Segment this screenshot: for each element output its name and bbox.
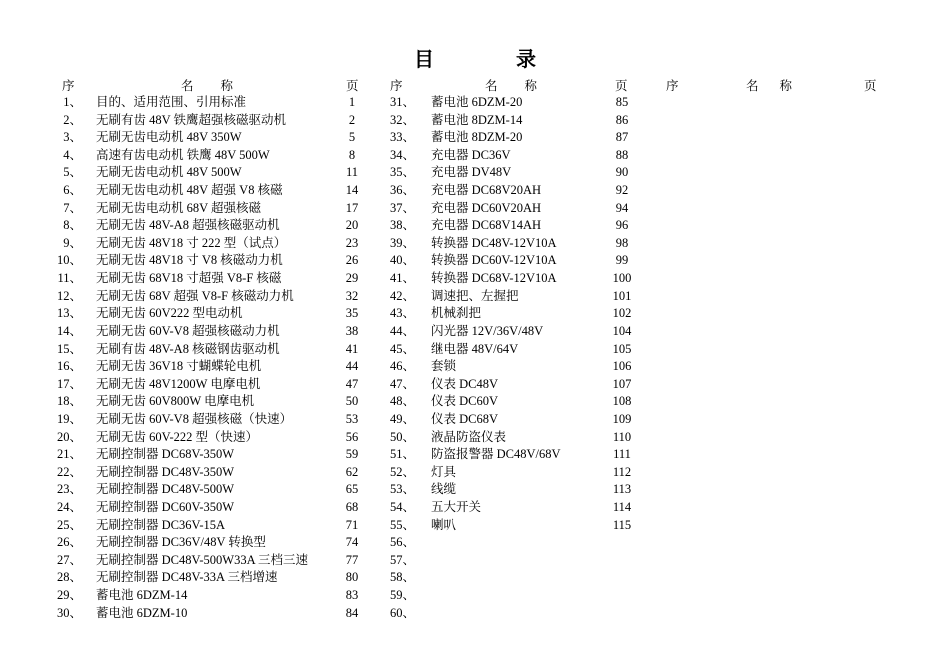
toc-entry-title: 无刷无齿 60V-V8 超强核磁动力机 xyxy=(96,323,280,338)
toc-entry-number: 58、 xyxy=(389,570,415,585)
toc-entry-page: 8 xyxy=(348,147,356,162)
header-number: 序 xyxy=(62,79,75,93)
toc-entry-title: 灯具 xyxy=(431,464,457,479)
toc-entry-page: 98 xyxy=(615,235,629,250)
toc-entry-number: 59、 xyxy=(389,588,415,603)
toc-entry-number: 11、 xyxy=(57,271,82,286)
toc-entry-page: 38 xyxy=(345,323,359,338)
toc-entry-number: 28、 xyxy=(56,570,82,585)
header-name: 名称 xyxy=(181,79,261,93)
toc-entry-number: 35、 xyxy=(389,165,415,180)
toc-entry-title: 无刷无齿电动机 68V 超强核磁 xyxy=(96,200,262,215)
toc-entry-title: 转换器 DC60V-12V10A xyxy=(431,253,557,268)
toc-entry-page: 56 xyxy=(345,429,359,444)
toc-entry-number: 21、 xyxy=(56,447,82,462)
toc-entry-number: 22、 xyxy=(56,464,82,479)
toc-entry xyxy=(0,164,950,182)
toc-entry-number: 14、 xyxy=(56,323,82,338)
toc-entry-page: 29 xyxy=(345,271,359,286)
toc-entry-title: 继电器 48V/64V xyxy=(431,341,519,356)
toc-entry xyxy=(0,323,950,341)
toc-entry-number: 56、 xyxy=(389,535,415,550)
toc-entry-page: 114 xyxy=(612,500,632,515)
toc-entry-title: 无刷无齿 68V18 寸超强 V8-F 核磁 xyxy=(96,271,282,286)
toc-entry-page: 20 xyxy=(345,218,359,233)
toc-entry-page: 62 xyxy=(345,464,359,479)
toc-entry xyxy=(0,341,950,359)
toc-entry-title: 无刷无齿 48V18 寸 V8 核磁动力机 xyxy=(96,253,283,268)
toc-entry xyxy=(0,129,950,147)
toc-entry-page: 87 xyxy=(615,130,629,145)
toc-entry xyxy=(0,270,950,288)
toc-entry-page: 5 xyxy=(348,130,356,145)
toc-entry-number: 47、 xyxy=(389,376,415,391)
toc-entry-page: 74 xyxy=(345,535,359,550)
toc-entry-number: 43、 xyxy=(389,306,415,321)
toc-entry-page: 96 xyxy=(615,218,629,233)
toc-entry-number: 7、 xyxy=(63,200,82,215)
toc-entry-page: 100 xyxy=(612,271,632,286)
toc-entry-title: 线缆 xyxy=(431,482,457,497)
toc-entry-page: 90 xyxy=(615,165,629,180)
toc-entry-page: 115 xyxy=(612,517,632,532)
toc-entry-number: 49、 xyxy=(389,411,415,426)
toc-entry-title: 无刷无齿 60V-V8 超强核磁（快速） xyxy=(96,411,293,426)
toc-entry-number: 40、 xyxy=(389,253,415,268)
toc-entry-page: 83 xyxy=(345,588,359,603)
toc-entry-title: 蓄电池 6DZM-20 xyxy=(431,95,523,109)
toc-entry-number: 20、 xyxy=(56,429,82,444)
toc-entry-number: 27、 xyxy=(56,552,82,567)
toc-entry-title: 转换器 DC68V-12V10A xyxy=(431,271,557,286)
toc-entry-page: 23 xyxy=(345,235,359,250)
toc-entry-page: 26 xyxy=(345,253,359,268)
toc-entry xyxy=(0,552,950,570)
toc-entry-page: 108 xyxy=(612,394,632,409)
toc-entry-title: 无刷无齿 48V18 寸 222 型（试点） xyxy=(96,235,287,250)
toc-entry-page: 85 xyxy=(615,95,629,109)
toc-entry-page: 105 xyxy=(612,341,632,356)
toc-entry-title: 无刷控制器 DC60V-350W xyxy=(96,500,235,515)
toc-entry-title: 闪光器 12V/36V/48V xyxy=(431,323,544,338)
toc-entry-title: 仪表 DC68V xyxy=(431,411,499,426)
toc-entry-page: 11 xyxy=(345,165,359,180)
toc-entry-page: 77 xyxy=(345,552,359,567)
toc-entry xyxy=(0,147,950,165)
toc-entry-title: 无刷无齿 60V222 型电动机 xyxy=(96,306,243,321)
toc-entry xyxy=(0,446,950,464)
toc-entry xyxy=(0,605,950,623)
toc-entry-title: 充电器 DV48V xyxy=(431,165,512,180)
toc-entry-page: 35 xyxy=(345,306,359,321)
toc-entry xyxy=(0,200,950,218)
toc-entry-number: 36、 xyxy=(389,183,415,198)
toc-entry xyxy=(0,464,950,482)
toc-entry-title: 无刷无齿 48V-A8 超强核磁驱动机 xyxy=(96,218,280,233)
toc-entry-title: 无刷无齿电动机 48V 500W xyxy=(96,165,242,180)
toc-entry-page: 94 xyxy=(615,200,629,215)
toc-entry-number: 1、 xyxy=(63,95,82,109)
toc-entry-page: 32 xyxy=(345,288,359,303)
toc-entry-title: 无刷控制器 DC48V-33A 三档增速 xyxy=(96,570,278,585)
toc-entry-page: 53 xyxy=(345,411,359,426)
toc-entry-title: 无刷无齿 60V-222 型（快速） xyxy=(96,429,259,444)
toc-entry-page: 104 xyxy=(612,323,632,338)
toc-entry-number: 30、 xyxy=(56,605,82,620)
toc-entry-page: 41 xyxy=(345,341,359,356)
toc-entry-page: 17 xyxy=(345,200,359,215)
toc-entry-number: 29、 xyxy=(56,588,82,603)
toc-entry xyxy=(0,305,950,323)
toc-entry-number: 60、 xyxy=(389,605,415,620)
toc-entry-title: 套锁 xyxy=(431,359,457,374)
toc-entry-number: 18、 xyxy=(56,394,82,409)
toc-entry xyxy=(0,358,950,376)
toc-entry-title: 防盗报警器 DC48V/68V xyxy=(431,447,561,462)
toc-entry-page: 99 xyxy=(615,253,629,268)
toc-entry-title: 液晶防盗仪表 xyxy=(431,429,507,444)
toc-entry-title: 无刷控制器 DC68V-350W xyxy=(96,447,235,462)
toc-entry-page: 68 xyxy=(345,500,359,515)
toc-entry-number: 46、 xyxy=(389,359,415,374)
toc-entry-title: 充电器 DC68V20AH xyxy=(431,183,542,198)
toc-entry xyxy=(0,481,950,499)
toc-entry-title: 高速有齿电动机 铁鹰 48V 500W xyxy=(96,147,270,162)
toc-entry xyxy=(0,587,950,605)
header-page: 页 xyxy=(346,79,359,93)
toc-entry-page: 86 xyxy=(615,112,629,127)
toc-entry-number: 48、 xyxy=(389,394,415,409)
toc-entry-title: 无刷无齿 48V1200W 电摩电机 xyxy=(96,376,261,391)
toc-entry-number: 25、 xyxy=(56,517,82,532)
toc-entry-number: 10、 xyxy=(56,253,82,268)
toc-entry xyxy=(0,411,950,429)
toc-entry-number: 41、 xyxy=(389,271,415,286)
toc-entry xyxy=(0,499,950,517)
toc-entry xyxy=(0,534,950,552)
toc-column-2 xyxy=(0,94,950,622)
toc-entry-number: 31、 xyxy=(389,95,415,109)
toc-entry-number: 39、 xyxy=(389,235,415,250)
header-number: 序 xyxy=(390,79,403,93)
toc-entry-title: 无刷控制器 DC48V-500W33A 三档三速 xyxy=(96,552,309,567)
toc-entry-number: 19、 xyxy=(56,411,82,426)
toc-entry xyxy=(0,94,950,112)
toc-entry-title: 无刷无齿电动机 48V 350W xyxy=(96,130,242,145)
toc-entry-number: 2、 xyxy=(63,112,82,127)
toc-entry-page: 107 xyxy=(612,376,632,391)
toc-entry-number: 45、 xyxy=(389,341,415,356)
toc-entry xyxy=(0,517,950,535)
toc-entry-page: 50 xyxy=(345,394,359,409)
toc-entry-title: 无刷控制器 DC48V-500W xyxy=(96,482,235,497)
header-name: 名称 xyxy=(746,79,814,93)
toc-entry-number: 37、 xyxy=(389,200,415,215)
toc-entry-number: 5、 xyxy=(63,165,82,180)
toc-entry-title: 调速把、左握把 xyxy=(431,288,519,303)
toc-entry-page: 1 xyxy=(348,95,356,109)
toc-entry-number: 12、 xyxy=(56,288,82,303)
toc-entry-title: 蓄电池 8DZM-14 xyxy=(431,112,523,127)
toc-entry-number: 16、 xyxy=(56,359,82,374)
toc-entry-number: 55、 xyxy=(389,517,415,532)
toc-entry xyxy=(0,217,950,235)
toc-entry-number: 13、 xyxy=(56,306,82,321)
toc-entry xyxy=(0,393,950,411)
toc-entry-title: 无刷无齿 36V18 寸蝴蝶轮电机 xyxy=(96,359,262,374)
toc-entry xyxy=(0,235,950,253)
toc-entry-title: 转换器 DC48V-12V10A xyxy=(431,235,557,250)
toc-entry-title: 机械刹把 xyxy=(431,306,482,321)
toc-entry-title: 喇叭 xyxy=(431,517,457,532)
toc-entry-number: 44、 xyxy=(389,323,415,338)
toc-entry-title: 无刷控制器 DC36V/48V 转换型 xyxy=(96,535,266,550)
toc-entry-page: 2 xyxy=(348,112,356,127)
toc-entry-title: 蓄电池 6DZM-10 xyxy=(96,605,188,620)
toc-entry-number: 4、 xyxy=(63,147,82,162)
toc-entry-title: 无刷无齿 60V800W 电摩电机 xyxy=(96,394,255,409)
toc-entry-page: 106 xyxy=(612,359,632,374)
toc-entry-page: 59 xyxy=(345,447,359,462)
toc-entry-number: 38、 xyxy=(389,218,415,233)
toc-entry-number: 42、 xyxy=(389,288,415,303)
toc-entry-number: 9、 xyxy=(63,235,82,250)
toc-entry-title: 蓄电池 8DZM-20 xyxy=(431,130,523,145)
toc-entry-number: 50、 xyxy=(389,429,415,444)
header-name: 名称 xyxy=(485,79,565,93)
toc-entry-page: 71 xyxy=(345,517,359,532)
toc-entry-number: 51、 xyxy=(389,447,415,462)
toc-entry xyxy=(0,376,950,394)
toc-entry-number: 15、 xyxy=(56,341,82,356)
toc-entry-page: 112 xyxy=(612,464,632,479)
toc-entry xyxy=(0,112,950,130)
toc-entry-page: 102 xyxy=(612,306,632,321)
toc-entry-title: 充电器 DC60V20AH xyxy=(431,200,542,215)
toc-entry xyxy=(0,288,950,306)
toc-entry-title: 蓄电池 6DZM-14 xyxy=(96,588,188,603)
header-page: 页 xyxy=(864,79,877,93)
toc-entry-page: 88 xyxy=(615,147,629,162)
page-title: 目录 xyxy=(414,49,618,71)
toc-entry-number: 52、 xyxy=(389,464,415,479)
toc-entry-title: 无刷无齿电动机 48V 超强 V8 核磁 xyxy=(96,183,283,198)
toc-entry-page: 65 xyxy=(345,482,359,497)
toc-entry-title: 无刷有齿 48V-A8 核磁钢齿驱动机 xyxy=(96,341,280,356)
toc-entry-title: 无刷无齿 68V 超强 V8-F 核磁动力机 xyxy=(96,288,294,303)
toc-entry-page: 109 xyxy=(612,411,632,426)
toc-entry-title: 充电器 DC36V xyxy=(431,147,511,162)
toc-entry-title: 无刷有齿 48V 铁鹰超强核磁驱动机 xyxy=(96,112,287,127)
toc-entry-page: 84 xyxy=(345,605,359,620)
toc-entry-number: 34、 xyxy=(389,147,415,162)
toc-entry-page: 113 xyxy=(612,482,632,497)
toc-entry-number: 3、 xyxy=(63,130,82,145)
toc-entry-page: 111 xyxy=(613,447,631,462)
toc-entry-page: 101 xyxy=(612,288,632,303)
toc-entry-number: 8、 xyxy=(63,218,82,233)
toc-entry xyxy=(0,252,950,270)
toc-entry-title: 充电器 DC68V14AH xyxy=(431,218,542,233)
toc-entry-number: 26、 xyxy=(56,535,82,550)
toc-entry-page: 80 xyxy=(345,570,359,585)
toc-entry-number: 24、 xyxy=(56,500,82,515)
toc-entry-page: 110 xyxy=(612,429,632,444)
toc-entry xyxy=(0,429,950,447)
toc-entry xyxy=(0,182,950,200)
toc-entry-number: 6、 xyxy=(63,183,82,198)
toc-entry-title: 仪表 DC60V xyxy=(431,394,499,409)
toc-entry-title: 仪表 DC48V xyxy=(431,376,499,391)
toc-entry-title: 无刷控制器 DC48V-350W xyxy=(96,464,235,479)
header-page: 页 xyxy=(615,79,628,93)
toc-entry-number: 57、 xyxy=(389,552,415,567)
toc-entry-title: 无刷控制器 DC36V-15A xyxy=(96,517,226,532)
toc-entry-title: 五大开关 xyxy=(431,500,482,515)
toc-entry xyxy=(0,569,950,587)
toc-entry-number: 53、 xyxy=(389,482,415,497)
toc-entry-title: 目的、适用范围、引用标准 xyxy=(96,95,247,109)
header-number: 序 xyxy=(666,79,679,93)
toc-entry-number: 23、 xyxy=(56,482,82,497)
toc-entry-number: 17、 xyxy=(56,376,82,391)
toc-entry-number: 33、 xyxy=(389,130,415,145)
toc-entry-number: 32、 xyxy=(389,112,415,127)
toc-entry-page: 14 xyxy=(345,183,359,198)
toc-entry-number: 54、 xyxy=(389,500,415,515)
toc-entry-page: 92 xyxy=(615,183,629,198)
toc-entry-page: 44 xyxy=(345,359,359,374)
toc-entry-page: 47 xyxy=(345,376,359,391)
